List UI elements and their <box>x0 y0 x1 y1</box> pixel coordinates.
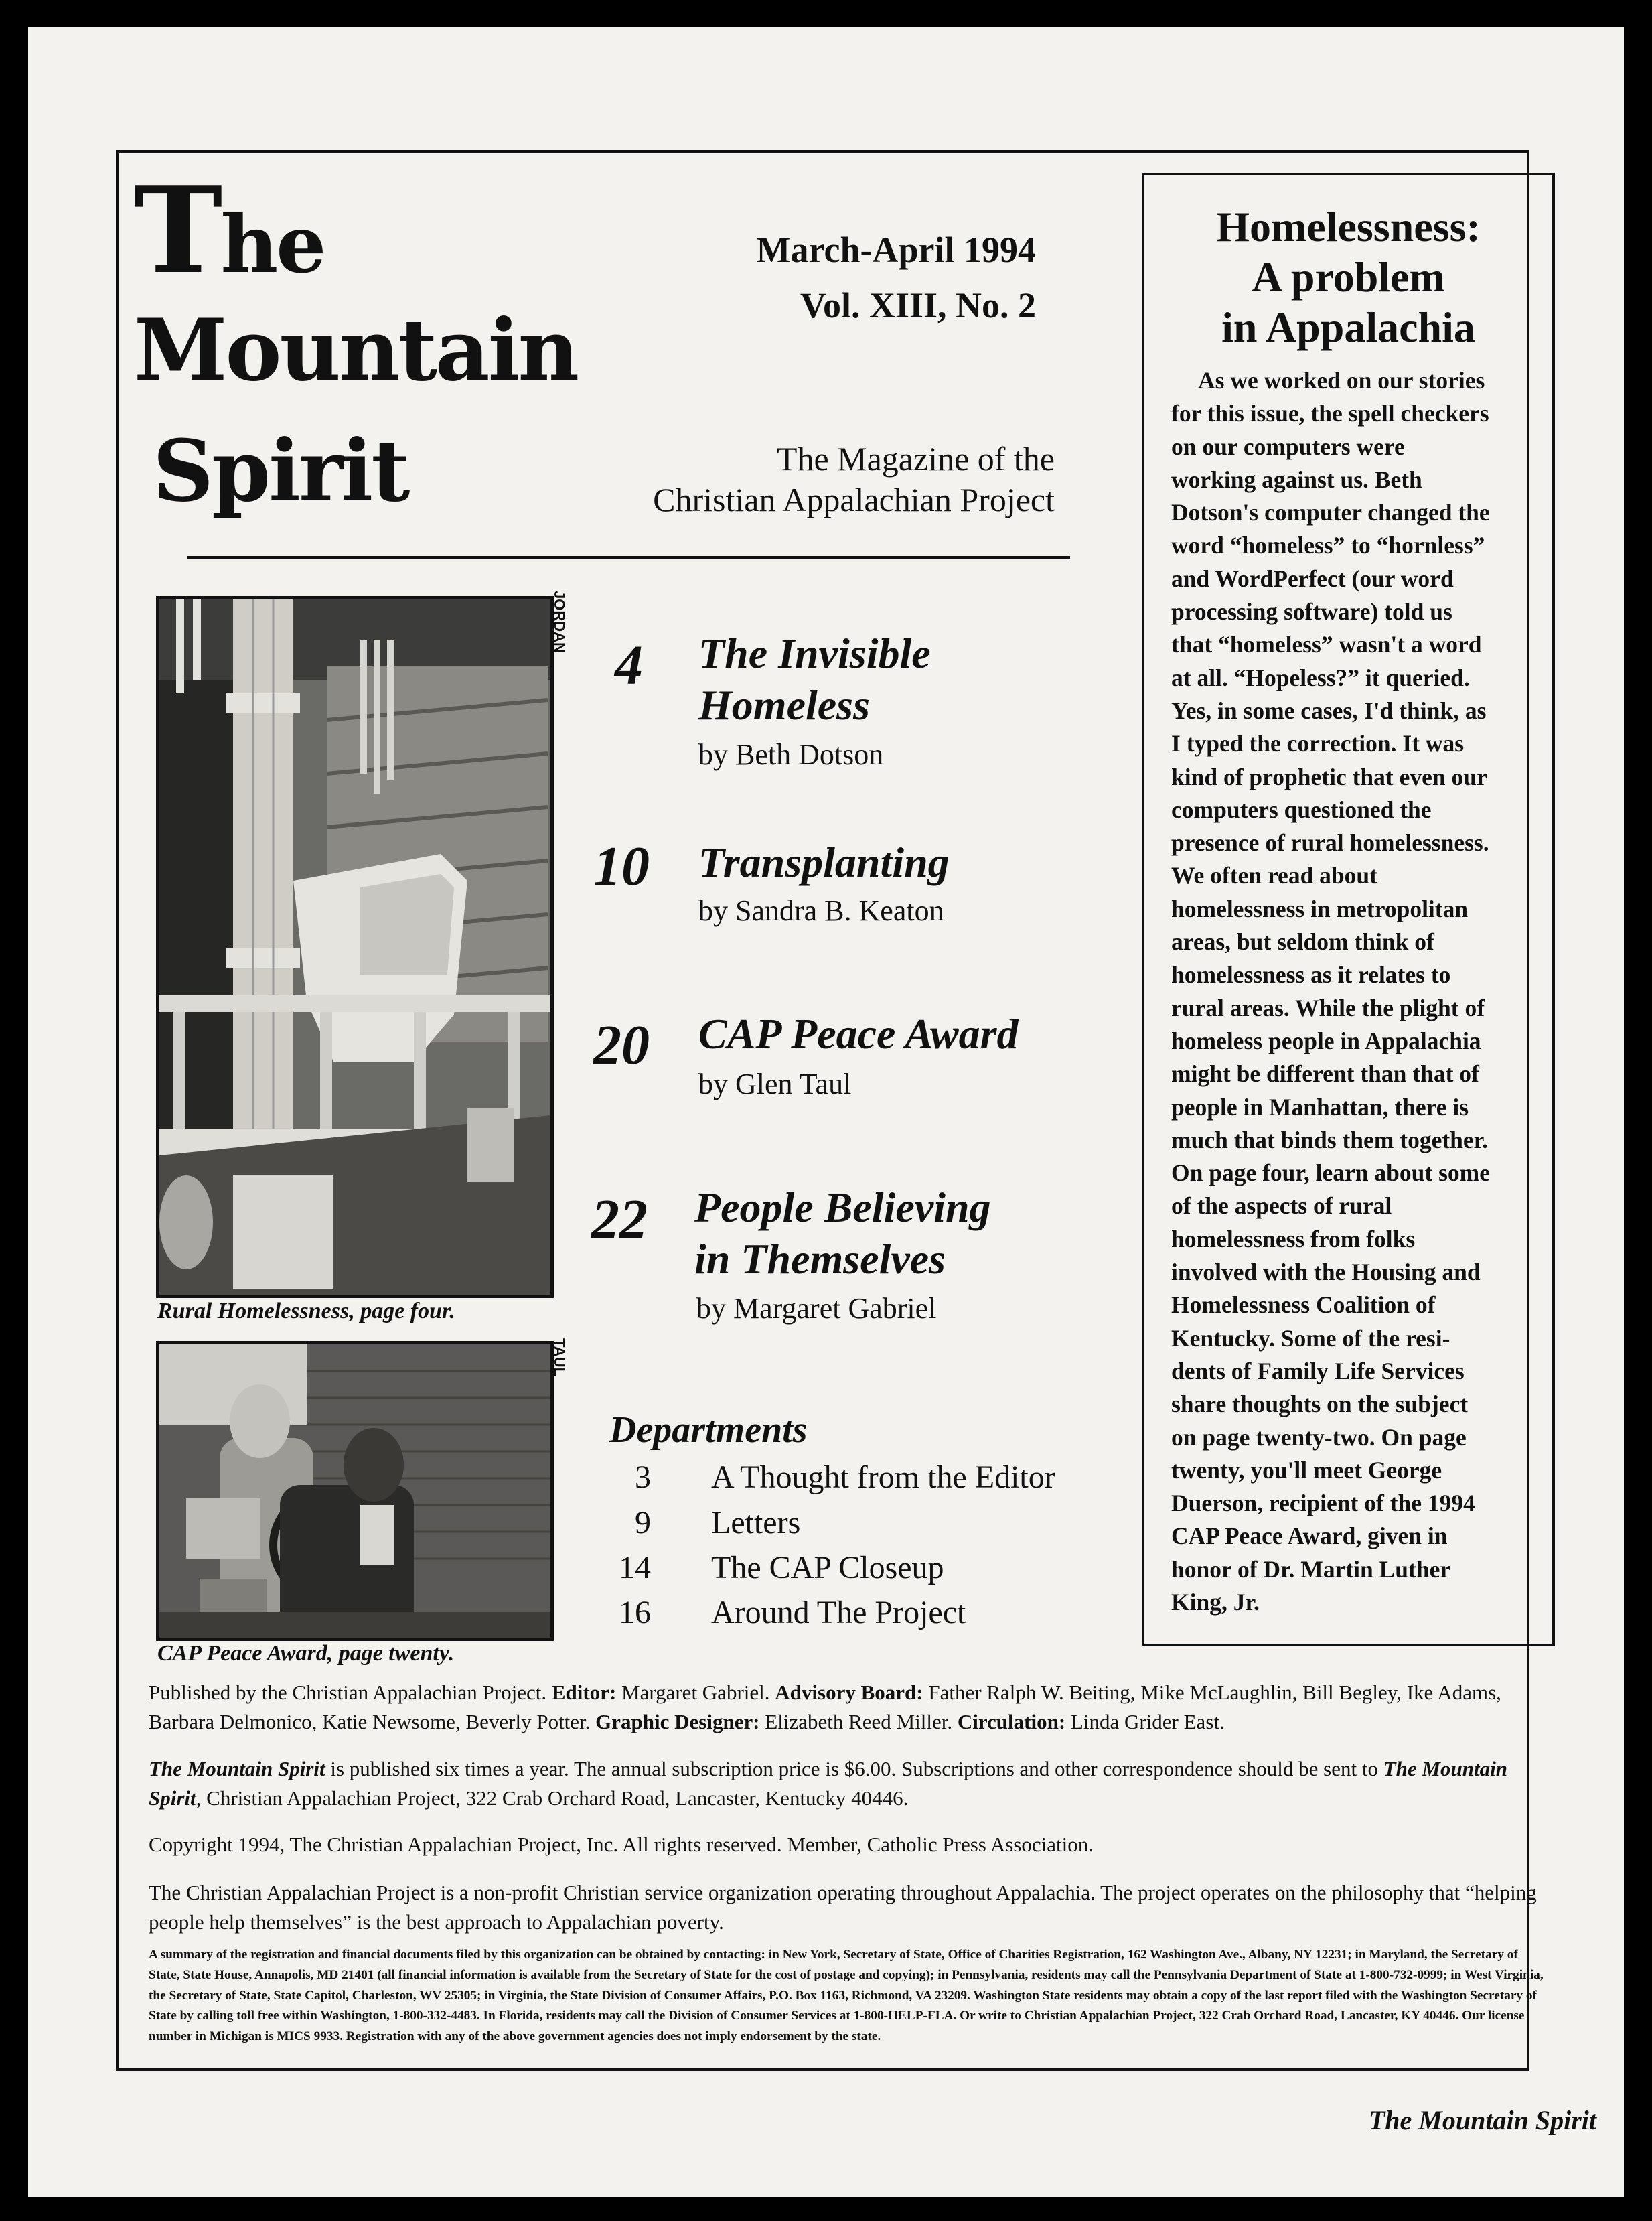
masthead-line-2: Mountain <box>134 301 578 400</box>
sidebar-title <box>1144 202 1552 353</box>
sidebar-line: homelessness from folks <box>1171 1225 1416 1252</box>
sidebar-line: that “homeless” wasn't a word <box>1171 631 1482 658</box>
department-page[interactable]: 14 <box>619 1550 651 1585</box>
sidebar-line: word “homeless” to “hornless” <box>1171 532 1485 559</box>
masthead-line-1: The <box>134 160 325 300</box>
sidebar-line: of the aspects of rural <box>1171 1192 1392 1220</box>
subscription-text: is published six times a year. The annual subscription price is $6.00. Subscriptions and other correspondence should be sent to <box>330 1757 1378 1780</box>
masthead-line-3: Spirit <box>153 421 408 520</box>
sidebar-line: areas, but seldom think of <box>1171 928 1434 956</box>
sidebar-line: homelessness in metropolitan <box>1171 895 1469 922</box>
sidebar-line: We often read about <box>1171 862 1377 889</box>
article-byline: by Sandra B. Keaton <box>698 894 944 927</box>
masthead-rule <box>187 556 1070 559</box>
sidebar-line: Kentucky. Some of the resi- <box>1171 1324 1450 1352</box>
article-page-20[interactable]: 20 <box>593 1014 650 1076</box>
photo-credit-1: JORDAN <box>551 591 568 653</box>
sidebar-line: on our computers were <box>1171 433 1405 460</box>
porch-illustration <box>159 599 550 1295</box>
circulation-name: Linda Grider East. <box>1070 1710 1225 1734</box>
sidebar-body <box>1171 364 1533 1619</box>
mission-statement: The Christian Appalachian Project is a non-profit Christian service organization operating throughout Appalachia. The project operates on the philosophy that “helping people help themselves” is the best approach to Appalachian poverty. <box>149 1881 1537 1934</box>
sidebar-line: share thoughts on the subject <box>1171 1390 1469 1418</box>
sidebar-line: As we worked on our stories <box>1198 367 1485 394</box>
article-title-people-believing[interactable] <box>694 1182 991 1285</box>
article-title-transplanting[interactable]: Transplanting <box>698 839 950 886</box>
article-title-invisible-homeless[interactable] <box>698 628 931 731</box>
article-page-10[interactable]: 10 <box>593 835 650 898</box>
department-item-editor[interactable]: A Thought from the Editor <box>711 1459 1055 1495</box>
sidebar-line: people in Manhattan, there is <box>1171 1093 1469 1121</box>
article-title-line: People Believing <box>694 1184 991 1231</box>
issue-volume: Vol. XIII, No. 2 <box>800 285 1036 326</box>
award-photo <box>156 1341 554 1641</box>
published-by: Published by the Christian Appalachian Project. <box>149 1680 547 1704</box>
editor-name: Margaret Gabriel. <box>621 1680 770 1704</box>
board-members: Father Ralph W. Beiting, Mike McLaughlin, Bill Begley, Ike Adams, Barbara Delmonico, Katie Newsome, Beverly Potter. <box>149 1680 1501 1734</box>
photo-caption-1: Rural Homelessness, page four. <box>157 1299 455 1323</box>
article-title-line: The Invisible <box>698 630 931 677</box>
editor-label: Editor: <box>551 1680 617 1704</box>
tagline <box>653 439 1055 520</box>
department-item-letters[interactable]: Letters <box>711 1505 801 1541</box>
department-page[interactable]: 16 <box>619 1595 651 1630</box>
article-title-cap-peace-award[interactable]: CAP Peace Award <box>698 1010 1019 1058</box>
sidebar-line: working against us. Beth <box>1171 465 1422 493</box>
colophon-credits <box>149 1678 1548 1737</box>
sidebar-title-line: in Appalachia <box>1221 303 1475 351</box>
footer-title: The Mountain Spirit <box>1368 2105 1596 2135</box>
department-page[interactable]: 9 <box>635 1505 651 1541</box>
subscription-address: , Christian Appalachian Project, 322 Crab Orchard Road, Lancaster, Kentucky 40446. <box>196 1786 909 1810</box>
sidebar-line: rural areas. While the plight of <box>1171 994 1485 1021</box>
award-illustration <box>159 1344 550 1638</box>
issue-date: March-April 1994 <box>756 230 1036 270</box>
editorial-sidebar <box>1142 173 1555 1646</box>
sidebar-line: involved with the Housing and <box>1171 1259 1481 1286</box>
sidebar-line: Dotson's computer changed the <box>1171 499 1490 526</box>
article-byline: by Margaret Gabriel <box>696 1292 937 1325</box>
sidebar-line: Duerson, recipient of the 1994 <box>1171 1490 1475 1517</box>
article-title-line: Homeless <box>698 680 870 729</box>
sidebar-line: twenty, you'll meet George <box>1171 1456 1442 1484</box>
colophon-subscription <box>149 1754 1548 1813</box>
sidebar-line: might be different than that of <box>1171 1060 1479 1088</box>
department-item-around-project[interactable]: Around The Project <box>711 1595 966 1630</box>
article-byline: by Beth Dotson <box>698 738 884 771</box>
sidebar-title-line: A problem <box>1252 253 1445 301</box>
photo-caption-2: CAP Peace Award, page twenty. <box>157 1641 455 1666</box>
designer-label: Graphic Designer: <box>595 1710 760 1734</box>
article-title-line: in Themselves <box>694 1234 946 1283</box>
sidebar-line: homelessness as it relates to <box>1171 961 1451 989</box>
circulation-label: Circulation: <box>957 1710 1066 1734</box>
board-label: Advisory Board: <box>775 1680 923 1704</box>
department-page[interactable]: 3 <box>635 1459 651 1495</box>
sidebar-line: at all. “Hopeless?” it queried. <box>1171 664 1470 691</box>
article-page-22[interactable]: 22 <box>591 1188 648 1250</box>
sidebar-line: honor of Dr. Martin Luther <box>1171 1555 1451 1583</box>
sidebar-line: computers questioned the <box>1171 796 1432 823</box>
department-item-closeup[interactable]: The CAP Closeup <box>711 1550 944 1585</box>
sidebar-line: dents of Family Life Services <box>1171 1357 1465 1384</box>
sidebar-line: on page twenty-two. On page <box>1171 1423 1467 1451</box>
sidebar-line: kind of prophetic that even our <box>1171 763 1487 790</box>
article-byline: by Glen Taul <box>698 1068 852 1100</box>
sidebar-line: Homelessness Coalition of <box>1171 1291 1436 1319</box>
sidebar-line: presence of rural homelessness. <box>1171 829 1489 857</box>
sidebar-line: homeless people in Appalachia <box>1171 1027 1481 1054</box>
departments-heading: Departments <box>609 1409 808 1451</box>
designer-name: Elizabeth Reed Miller. <box>765 1710 953 1734</box>
registration-fine-print: A summary of the registration and financial documents filed by this organization can be obtained by contacting: in New York, Secretary of State, Office of Charities Registration, 162 Washington Ave., Albany, NY 12231; in Maryland, the Secretary of State, State House, Annapolis, MD 21401 (all financial information is available from the Secretary of State for the cost of postage and copying); in Pennsylvania, residents may call the Pennsylvania Department of State at 1-800-732-0999; in West Virginia, the Secretary of State, State Capitol, Charleston, WV 25305; in Virginia, the State Division of Consumer Affairs, P.O. Box 1163, Richmond, VA 23209. Washington State residents may obtain a copy of the last report filed with the Washington Secretary of State by calling toll free within Washington, 1-800-332-4483. In Florida, residents may call the Division of Consumer Services at 1-800-HELP-FLA. Or write to Christian Appalachian Project, 322 Crab Orchard Road, Lancaster, KY 40446. Our license number in Michigan is MICS 9933. Registration with any of the above government agencies does not imply endorsement by the state. <box>149 1948 1544 2044</box>
sidebar-line: processing software) told us <box>1171 598 1452 626</box>
publication-title: The Mountain Spirit <box>149 1757 325 1780</box>
sidebar-line: On page four, learn about some <box>1171 1159 1490 1187</box>
sidebar-line: much that binds them together. <box>1171 1126 1489 1153</box>
sidebar-line: CAP Peace Award, given in <box>1171 1522 1448 1550</box>
sidebar-title-line: Homelessness: <box>1216 203 1481 250</box>
publication-title: The Mountain Spirit <box>149 1757 1507 1810</box>
article-page-4[interactable]: 4 <box>615 634 643 697</box>
tagline-line-2: Christian Appalachian Project <box>653 481 1055 518</box>
sidebar-line: King, Jr. <box>1171 1588 1260 1616</box>
copyright-notice: Copyright 1994, The Christian Appalachian Project, Inc. All rights reserved. Member, Catholic Press Association. <box>149 1833 1094 1856</box>
sidebar-line: Yes, in some cases, I'd think, as <box>1171 697 1487 724</box>
tagline-line-1: The Magazine of the <box>776 440 1055 478</box>
sidebar-line: I typed the correction. It was <box>1171 730 1465 758</box>
sidebar-line: and WordPerfect (our word <box>1171 565 1454 592</box>
photo-credit-2: TAUL <box>551 1338 568 1377</box>
sidebar-line: for this issue, the spell checkers <box>1171 400 1489 427</box>
porch-photo <box>156 596 554 1298</box>
